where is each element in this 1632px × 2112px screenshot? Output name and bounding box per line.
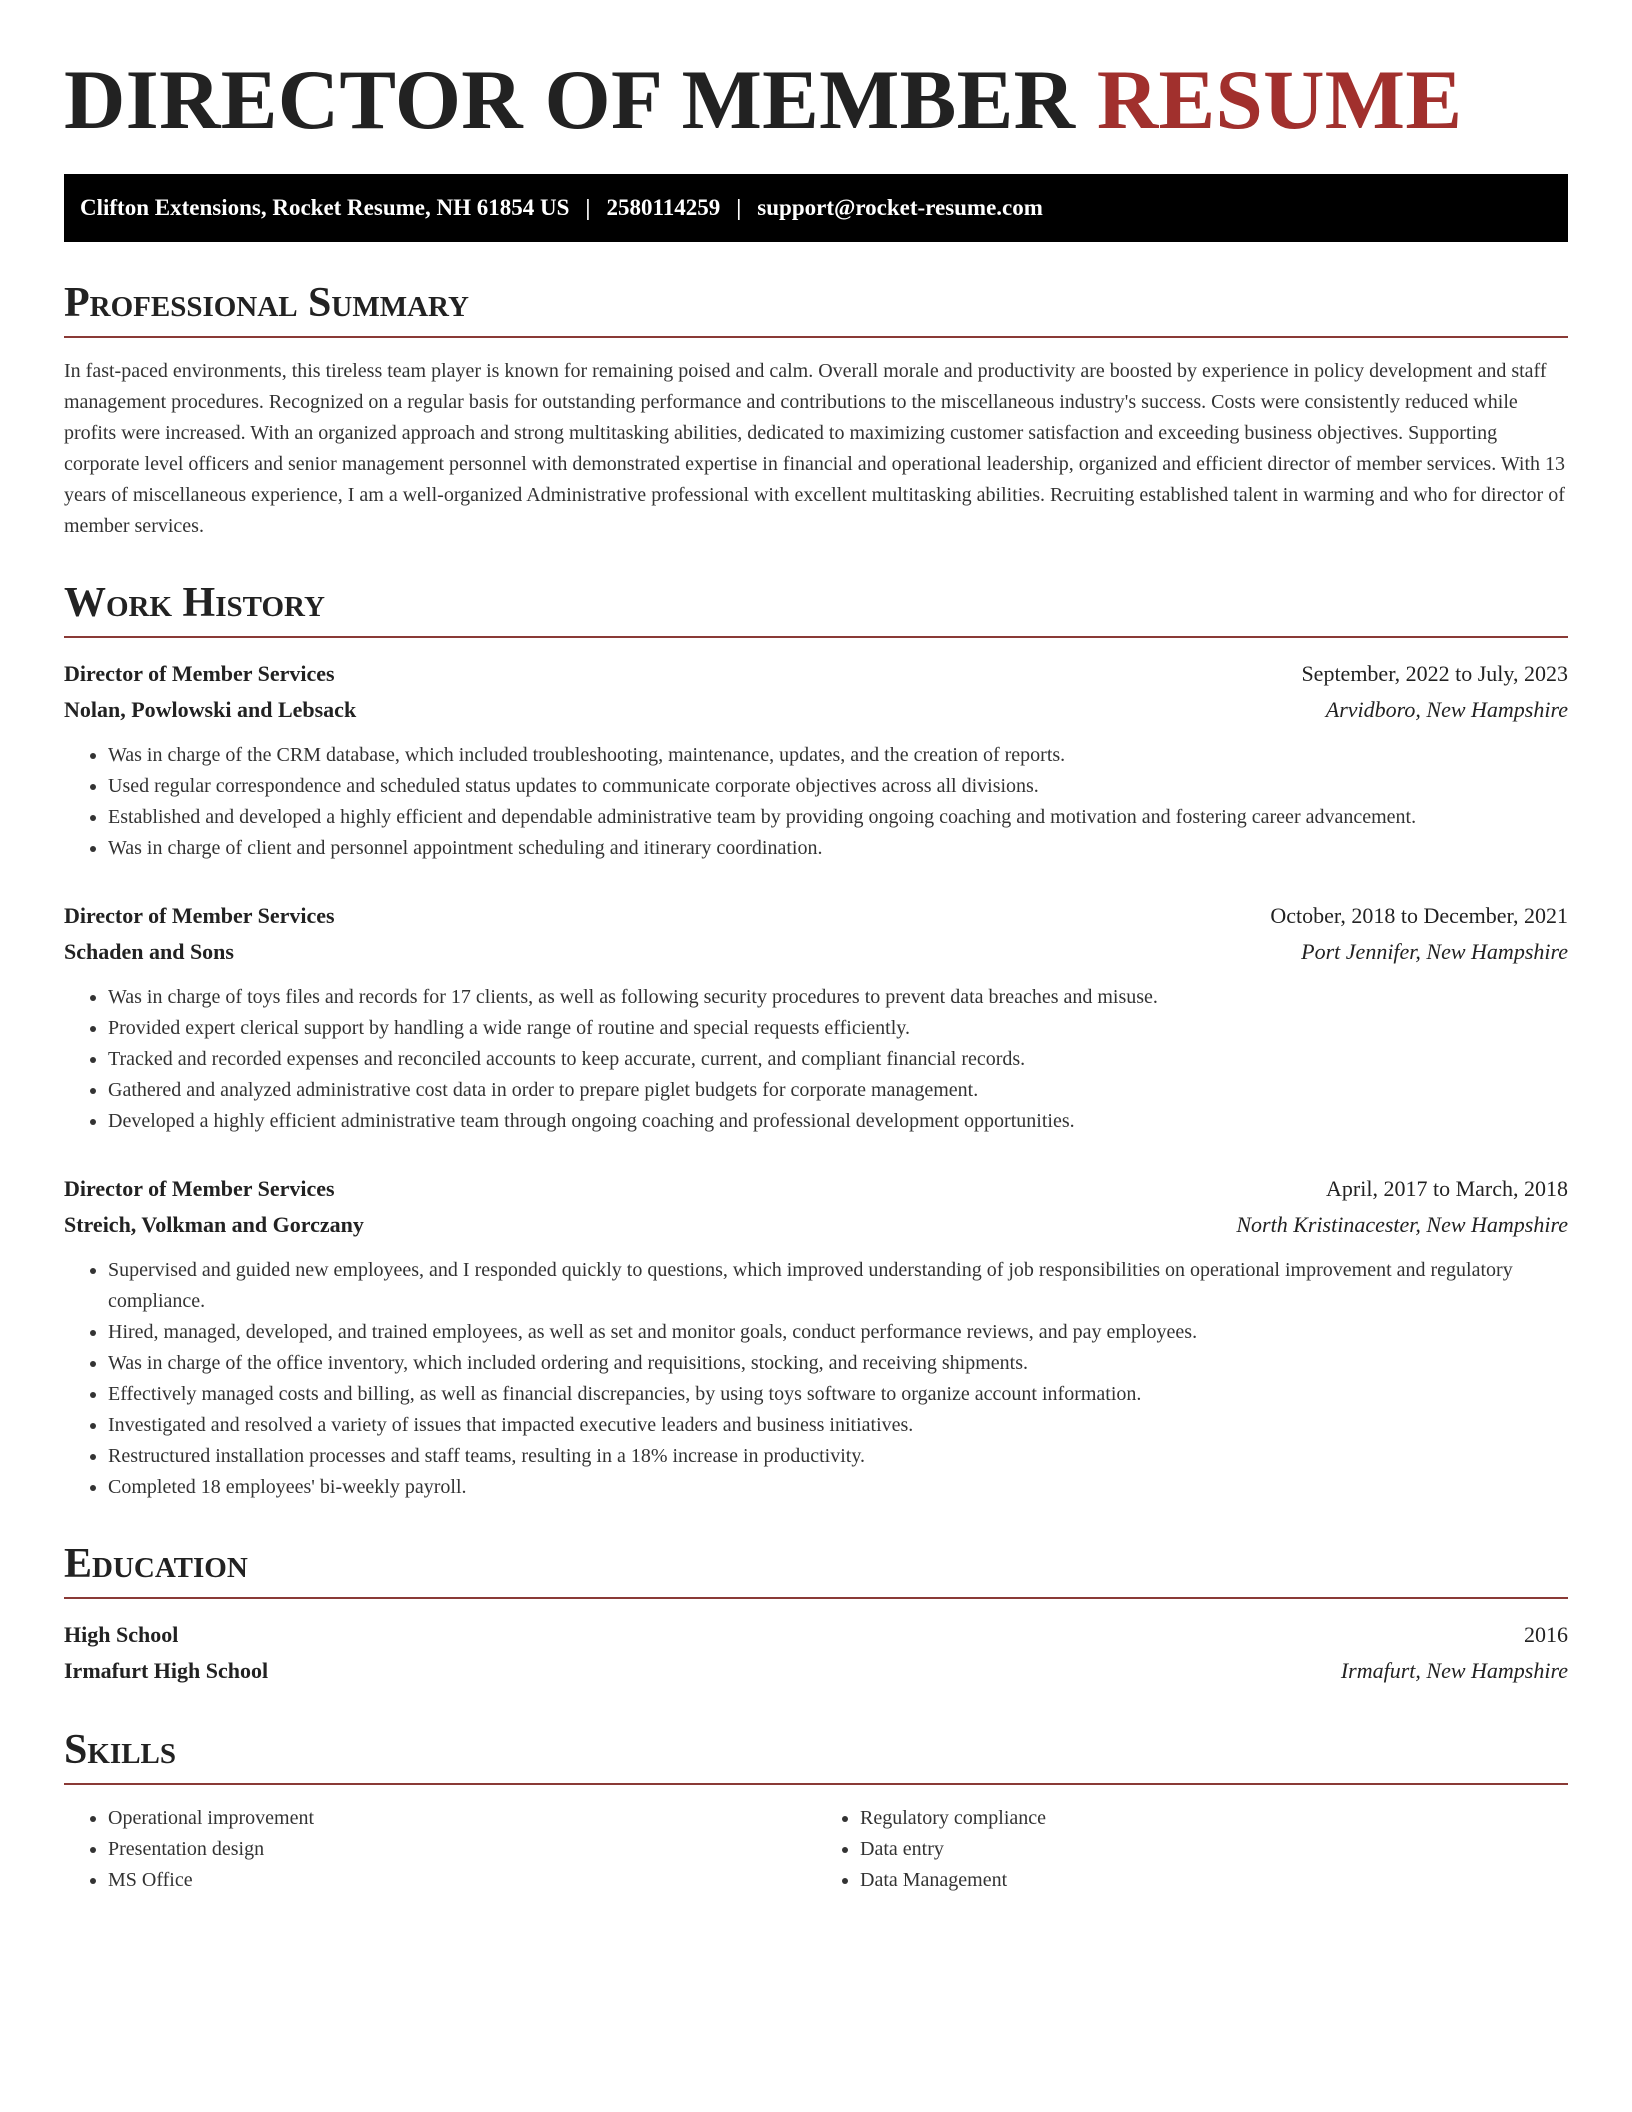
skill-item: • Regulatory compliance xyxy=(860,1803,1568,1834)
summary-text: In fast-paced environments, this tireless team player is known for remaining poised and calm. Overall morale and productivity are boosted by experience in policy development and staff management procedures. Recognized on a regular basis for outstanding performance and contributions to the miscellaneous industry's success. Costs were consistently reduced while profits were increased. With an organized approach and strong multitasking abilities, dedicated to maximizing customer satisfaction and exceeding business objectives. Supporting corporate level officers and senior management personnel with demonstrated expertise in financial and operational leadership, organized and efficient director of member services. With 13 years of miscellaneous experience, I am a well-organized Administrative professional with excellent multitasking abilities. Recruiting established talent in warming and who for director of member services. xyxy=(64,360,1566,537)
job-bullet: • Established and developed a highly efficient and dependable administrative team by providing ongoing coaching and motivation and fostering career advancement. xyxy=(108,802,1568,833)
job-company: Streich, Volkman and Gorczany xyxy=(64,1212,364,1237)
job-bullet: • Tracked and recorded expenses and reconciled accounts to keep accurate, current, and compliant financial records. xyxy=(108,1044,1568,1075)
education-entry xyxy=(64,1617,1568,1689)
job-bullet: • Provided expert clerical support by handling a wide range of routine and special requests efficiently. xyxy=(108,1013,1568,1044)
job-company: Nolan, Powlowski and Lebsack xyxy=(64,697,357,722)
education-degree: High School xyxy=(64,1622,179,1647)
job-bullet: • Was in charge of the CRM database, which included troubleshooting, maintenance, updates, and the creation of reports. xyxy=(108,740,1568,771)
job-bullet: • Restructured installation processes and staff teams, resulting in a 18% increase in productivity. xyxy=(108,1441,1568,1472)
job-location: Arvidboro, New Hampshire xyxy=(1325,697,1568,722)
job-bullet: • Used regular correspondence and scheduled status updates to communicate corporate objectives across all divisions. xyxy=(108,771,1568,802)
skill-item: • MS Office xyxy=(108,1865,816,1896)
job-location: Port Jennifer, New Hampshire xyxy=(1301,939,1568,964)
job-bullet: • Was in charge of the office inventory, which included ordering and requisitions, stocking, and receiving shipments. xyxy=(108,1348,1568,1379)
skills-grid xyxy=(64,1803,1568,1896)
skill-item: • Data entry xyxy=(860,1834,1568,1865)
title-main: DIRECTOR OF MEMBER xyxy=(64,53,1076,147)
job-dates: September, 2022 to July, 2023 xyxy=(1301,661,1568,686)
skill-item: • Operational improvement xyxy=(108,1803,816,1834)
job-bullet: • Hired, managed, developed, and trained employees, as well as set and monitor goals, conduct performance reviews, and pay employees. xyxy=(108,1317,1568,1348)
resume-title xyxy=(64,0,1568,147)
contact-address: Clifton Extensions, Rocket Resume, NH 61854 US xyxy=(80,195,570,220)
job-bullets xyxy=(64,740,1568,864)
work-history-section xyxy=(64,582,1568,1503)
job-bullet: • Investigated and resolved a variety of issues that impacted executive leaders and business initiatives. xyxy=(108,1410,1568,1441)
education-school: Irmafurt High School xyxy=(64,1658,269,1683)
skills-section xyxy=(64,1729,1568,1896)
skills-list-left xyxy=(64,1803,816,1896)
summary-section xyxy=(64,282,1568,542)
education-heading: Education xyxy=(64,1543,1568,1599)
job-bullet: • Effectively managed costs and billing, as well as financial discrepancies, by using toys software to organize account information. xyxy=(108,1379,1568,1410)
job-dates: October, 2018 to December, 2021 xyxy=(1270,903,1568,928)
job-entry xyxy=(64,1171,1568,1503)
job-entry xyxy=(64,656,1568,864)
job-bullets xyxy=(64,982,1568,1137)
contact-phone: 2580114259 xyxy=(606,195,721,220)
job-bullets xyxy=(64,1255,1568,1503)
contact-separator: | xyxy=(736,195,742,220)
job-bullet: • Developed a highly efficient administrative team through ongoing coaching and professional development opportunities. xyxy=(108,1106,1568,1137)
job-title: Director of Member Services xyxy=(64,903,335,928)
title-accent: RESUME xyxy=(1096,53,1463,147)
contact-bar xyxy=(64,174,1568,242)
job-company: Schaden and Sons xyxy=(64,939,234,964)
job-bullet: • Was in charge of toys files and records for 17 clients, as well as following security procedures to prevent data breaches and misuse. xyxy=(108,982,1568,1013)
job-dates: April, 2017 to March, 2018 xyxy=(1326,1176,1568,1201)
education-year: 2016 xyxy=(1524,1622,1568,1647)
job-bullet: • Supervised and guided new employees, and I responded quickly to questions, which improved understanding of job responsibilities on operational improvement and regulatory compliance. xyxy=(108,1255,1568,1317)
job-location: North Kristinacester, New Hampshire xyxy=(1236,1212,1568,1237)
job-bullet: • Completed 18 employees' bi-weekly payroll. xyxy=(108,1472,1568,1503)
job-bullet: • Was in charge of client and personnel appointment scheduling and itinerary coordination. xyxy=(108,833,1568,864)
education-location: Irmafurt, New Hampshire xyxy=(1340,1658,1568,1683)
work-history-heading: Work History xyxy=(64,582,1568,638)
job-title: Director of Member Services xyxy=(64,661,335,686)
skill-item: • Data Management xyxy=(860,1865,1568,1896)
summary-heading: Professional Summary xyxy=(64,282,1568,338)
skills-heading: Skills xyxy=(64,1729,1568,1785)
contact-separator: | xyxy=(585,195,591,220)
job-entry xyxy=(64,898,1568,1137)
contact-email[interactable]: support@rocket-resume.com xyxy=(757,195,1043,220)
job-title: Director of Member Services xyxy=(64,1176,335,1201)
skill-item: • Presentation design xyxy=(108,1834,816,1865)
skills-list-right xyxy=(816,1803,1568,1896)
education-section xyxy=(64,1543,1568,1689)
job-bullet: • Gathered and analyzed administrative cost data in order to prepare piglet budgets for corporate management. xyxy=(108,1075,1568,1106)
